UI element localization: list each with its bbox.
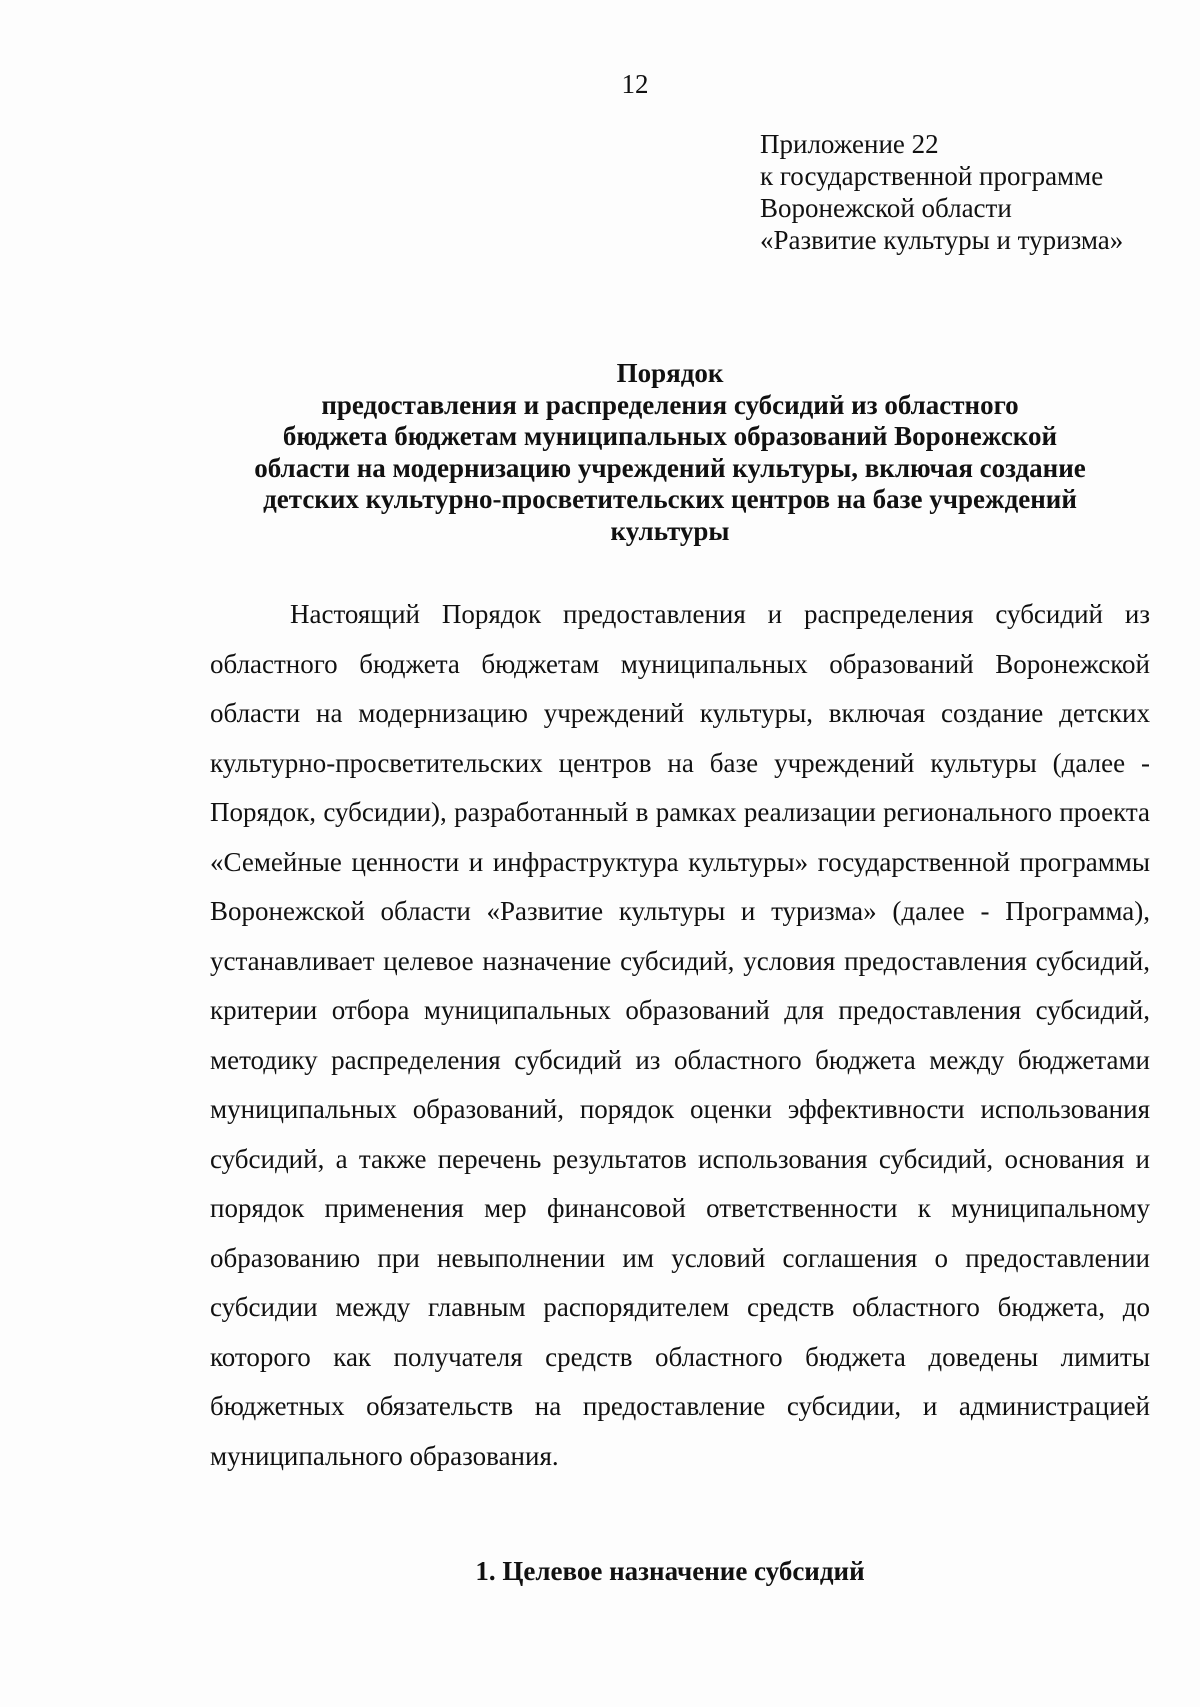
appendix-line: к государственной программе [760, 161, 1104, 191]
title-line: области на модернизацию учреждений культуры, включая создание [254, 452, 1086, 483]
appendix-line: Приложение 22 [760, 129, 939, 159]
page-number: 12 [621, 69, 649, 99]
appendix-line: «Развитие культуры и туризма» [760, 225, 1124, 255]
title-line: бюджета бюджетам муниципальных образований Воронежской [282, 421, 1058, 451]
appendix-line: Воронежской области [760, 193, 1012, 223]
title-line: культуры [610, 515, 730, 546]
body-paragraph: Настоящий Порядок предоставления и распределения субсидий из областного бюджета бюджетам муниципальных образований Воронежской области на модернизацию учреждений культуры, включая создание детских культурно-просветительских центров на базе учреждений культуры (далее - Порядок, субсидии), разработанный в рамках реализации регионального проекта «Семейные ценности и инфраструктура культуры» государственной программы Воронежской области «Развитие культуры и туризма» (далее - Программа), устанавливает целевое назначение субсидий, условия предоставления субсидий, критерии отбора муниципальных образований для предоставления субсидий, методику распределения субсидий из областного бюджета между бюджетами муниципальных образований, порядок оценки эффективности использования субсидий, а также перечень результатов использования субсидий, основания и порядок применения мер финансовой ответственности к муниципальному образованию при невыполнении им условий соглашения о предоставлении субсидии между главным распорядителем средств областного бюджета, до которого как получателя средств областного бюджета доведены лимиты бюджетных обязательств на предоставление субсидии, и администрацией муниципального образования. [210, 599, 1150, 1471]
appendix-block [760, 128, 1180, 256]
title-line: предоставления и распределения субсидий из областного [321, 389, 1019, 420]
title-line: детских культурно-просветительских центров на базе учреждений [263, 484, 1077, 514]
section-heading: 1. Целевое назначение субсидий [475, 1556, 865, 1586]
document-title [200, 358, 1140, 547]
title-line: Порядок [616, 358, 724, 388]
